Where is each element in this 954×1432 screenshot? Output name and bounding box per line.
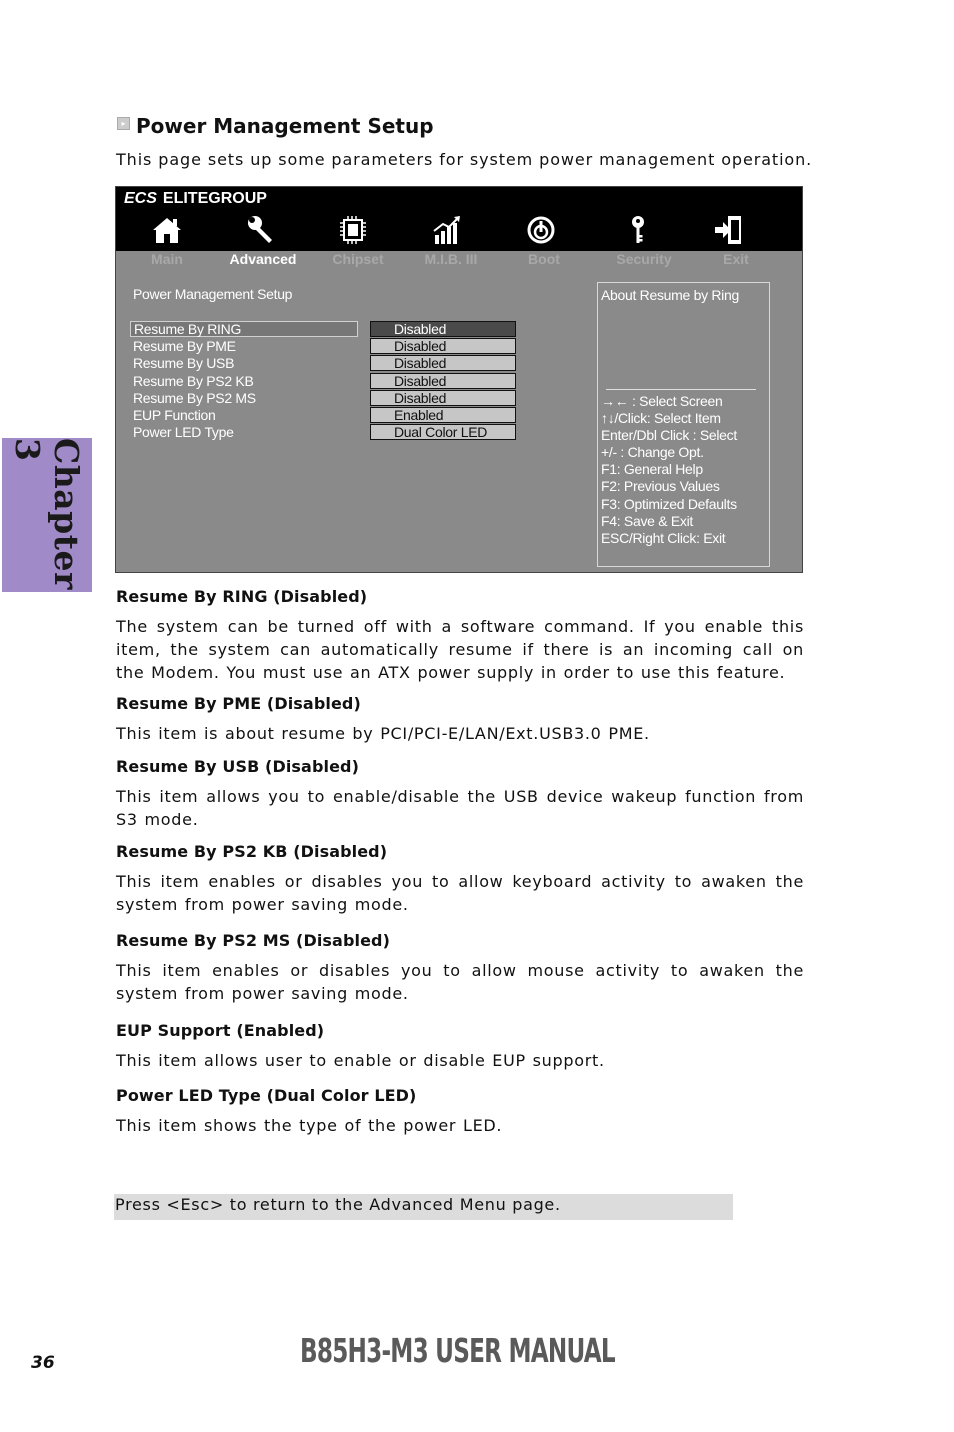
settings-list bbox=[130, 321, 530, 441]
bios-screenshot bbox=[115, 186, 803, 573]
setting-row[interactable] bbox=[130, 373, 530, 390]
setting-value[interactable]: Disabled bbox=[370, 321, 516, 337]
key-hint: →← : Select Screen bbox=[601, 393, 723, 409]
setting-label[interactable]: Resume By PS2 MS bbox=[133, 389, 256, 406]
setting-row[interactable] bbox=[130, 424, 530, 441]
brand-logo bbox=[124, 190, 267, 208]
setting-row[interactable] bbox=[130, 407, 530, 424]
setting-value[interactable]: Disabled bbox=[370, 390, 516, 406]
setting-value[interactable]: Disabled bbox=[370, 355, 516, 371]
setting-value[interactable]: Enabled bbox=[370, 407, 516, 423]
wrench-icon[interactable] bbox=[244, 213, 278, 247]
description-heading: EUP Support (Enabled) bbox=[116, 1021, 325, 1040]
description-heading: Resume By RING (Disabled) bbox=[116, 587, 368, 606]
description-heading: Resume By PS2 MS (Disabled) bbox=[116, 931, 390, 950]
key-hint: Enter/Dbl Click : Select bbox=[601, 427, 737, 444]
chapter-label: Chapter 3 bbox=[8, 438, 86, 590]
setting-label[interactable]: Resume By PME bbox=[133, 338, 236, 355]
description-resume-ring bbox=[116, 587, 804, 684]
description-text: The system can be turned off with a software command. If you enable this item, the system can automatically resume if there is an incoming call on the Modem. You must use an ATX power supply in order to use this feature. bbox=[116, 617, 804, 682]
help-title: About Resume by Ring bbox=[601, 287, 739, 303]
chart-icon[interactable] bbox=[430, 213, 464, 247]
key-icon[interactable] bbox=[621, 213, 655, 247]
tab-main[interactable]: Main bbox=[151, 251, 183, 267]
description-resume-usb bbox=[116, 757, 804, 831]
navigation-note: Press <Esc> to return to the Advanced Menu page. bbox=[114, 1194, 733, 1220]
description-heading: Power LED Type (Dual Color LED) bbox=[116, 1086, 417, 1105]
tab-exit[interactable]: Exit bbox=[723, 251, 749, 267]
description-eup-support bbox=[116, 1021, 804, 1072]
chapter-tab bbox=[2, 438, 92, 592]
help-panel bbox=[597, 282, 770, 567]
setup-page-label: Power Management Setup bbox=[133, 286, 293, 302]
description-resume-ps2-ms bbox=[116, 931, 804, 1005]
setting-label[interactable]: Resume By USB bbox=[133, 355, 235, 372]
description-heading: Resume By USB (Disabled) bbox=[116, 757, 360, 776]
setting-value[interactable]: Dual Color LED bbox=[370, 424, 516, 440]
description-text: This item enables or disables you to allow keyboard activity to awaken the system from power saving mode. bbox=[116, 872, 804, 914]
setting-label[interactable]: Power LED Type bbox=[133, 424, 234, 441]
description-text: This item enables or disables you to allow mouse activity to awaken the system from power saving mode. bbox=[116, 961, 804, 1003]
tab-advanced[interactable]: Advanced bbox=[229, 251, 297, 267]
setting-value[interactable]: Disabled bbox=[370, 338, 516, 354]
key-hint: ESC/Right Click: Exit bbox=[601, 529, 726, 546]
setting-value[interactable]: Disabled bbox=[370, 373, 516, 389]
section-title: Power Management Setup bbox=[136, 114, 434, 138]
setting-label[interactable]: EUP Function bbox=[133, 406, 216, 423]
bios-tabs bbox=[116, 251, 802, 275]
page-number: 36 bbox=[31, 1353, 55, 1373]
home-icon[interactable] bbox=[150, 213, 184, 247]
description-text: This item allows you to enable/disable the USB device wakeup function from S3 mode. bbox=[116, 787, 804, 829]
chip-icon[interactable] bbox=[336, 213, 370, 247]
setting-row[interactable] bbox=[130, 355, 530, 372]
description-power-led-type bbox=[116, 1086, 804, 1137]
description-resume-pme bbox=[116, 694, 804, 745]
key-hint: ↑↓/Click: Select Item bbox=[601, 410, 721, 427]
setting-label[interactable]: Resume By RING bbox=[130, 321, 358, 337]
setting-row[interactable] bbox=[130, 321, 530, 338]
key-hint: F3: Optimized Defaults bbox=[601, 495, 737, 512]
manual-title: B85H3-M3 USER MANUAL bbox=[300, 1331, 615, 1370]
setting-label[interactable]: Resume By PS2 KB bbox=[133, 372, 254, 389]
tab-boot[interactable]: Boot bbox=[528, 251, 560, 267]
description-resume-ps2-kb bbox=[116, 842, 804, 916]
description-text: This item allows user to enable or disable EUP support. bbox=[116, 1051, 605, 1070]
key-hint: F1: General Help bbox=[601, 461, 703, 478]
tab-chipset[interactable]: Chipset bbox=[332, 251, 384, 267]
bios-header bbox=[116, 187, 802, 251]
description-text: This item shows the type of the power LED. bbox=[116, 1116, 503, 1135]
exit-icon[interactable] bbox=[712, 213, 746, 247]
setting-row[interactable] bbox=[130, 390, 530, 407]
ecs-logo-mark: ECS bbox=[124, 190, 157, 207]
section-intro: This page sets up some parameters for system power management operation. bbox=[116, 150, 813, 169]
section-bullet-icon: ▸ bbox=[117, 117, 130, 130]
description-heading: Resume By PS2 KB (Disabled) bbox=[116, 842, 388, 861]
tab-mib-iii[interactable]: M.I.B. III bbox=[424, 251, 478, 267]
key-legend bbox=[601, 393, 737, 547]
setting-row[interactable] bbox=[130, 338, 530, 355]
help-divider bbox=[606, 389, 756, 390]
power-icon[interactable] bbox=[524, 213, 558, 247]
key-hint: F2: Previous Values bbox=[601, 478, 720, 495]
key-hint: F4: Save & Exit bbox=[601, 512, 693, 529]
brand-name: ELITEGROUP bbox=[162, 190, 267, 207]
description-heading: Resume By PME (Disabled) bbox=[116, 694, 361, 713]
key-hint: +/- : Change Opt. bbox=[601, 444, 704, 461]
description-text: This item is about resume by PCI/PCI-E/LAN/Ext.USB3.0 PME. bbox=[116, 724, 650, 743]
tab-security[interactable]: Security bbox=[616, 251, 672, 267]
